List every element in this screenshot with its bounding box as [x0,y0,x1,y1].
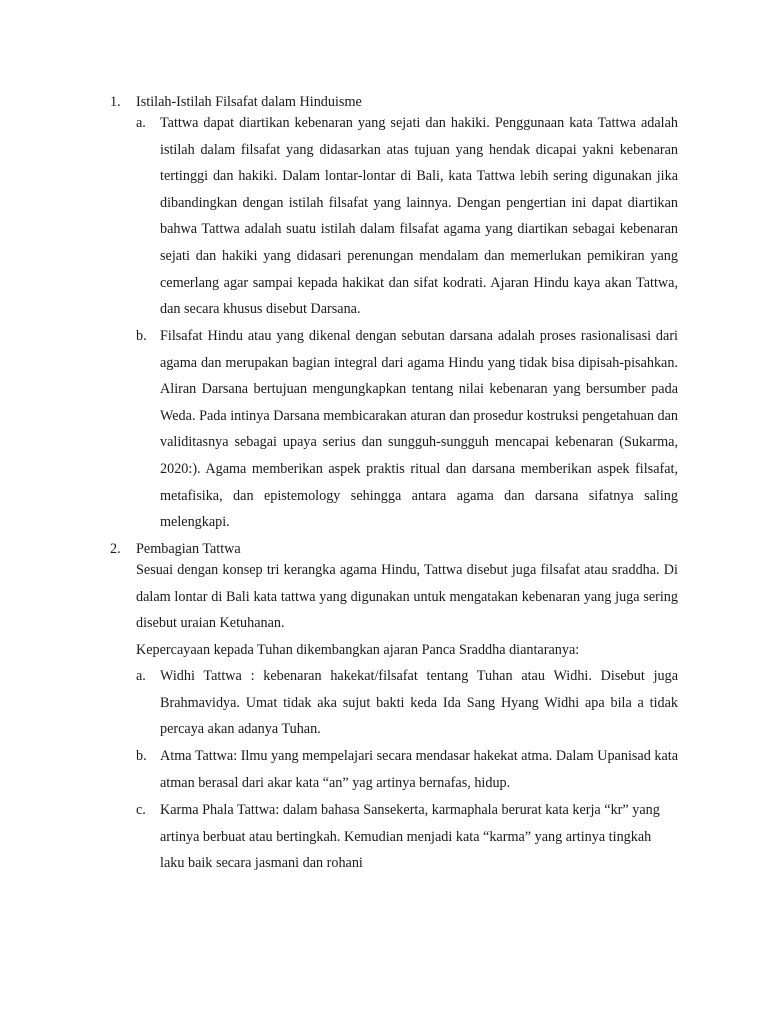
item-text: Filsafat Hindu atau yang dikenal dengan sebutan darsana adalah proses rasionalisasi dari agama dan merupakan bagian integral dari agama Hindu yang tidak bisa dipisah-pisahkan. Aliran Darsana bertujuan mengungkapkan tentang nilai kebenaran yang bersumber pada Weda. Pada intinya Darsana membicarakan aturan dan prosedur kostruksi pengetahuan dan validitasnya sebagai upaya serius dan sungguh-sungguh mencapai kebenaran (Sukarma, 2020:). Agama memberikan aspek praktis ritual dan darsana memberikan aspek filsafat, metafisika, dan epistemology sehingga antara agama dan darsana sifatnya saling melengkapi. [160,328,678,531]
item-letter: c. [136,802,146,818]
item-text: Widhi Tattwa : kebenaran hakekat/filsafat tentang Tuhan atau Widhi. Disebut juga Brahmavidya. Umat tidak aka sujut bakti keda Ida Sang Hyang Widhi apa bila a tidak percaya akan adanya Tuhan. [160,668,678,738]
item-text: Karma Phala Tattwa: dalam bahasa Sansekerta, karmaphala berurat kata kerja “kr” yang artinya berbuat atau bertingkah. Kemudian menjadi kata “karma” yang artinya tingkah laku baik secara jasmani dan rohani [160,802,660,872]
intro-paragraph: Sesuai dengan konsep tri kerangka agama Hindu, Tattwa disebut juga filsafat atau sraddha. Di dalam lontar di Bali kata tattwa yang digunakan untuk mengatakan kebenaran yang juga sering disebut uraian Ketuhanan. [136,562,678,632]
intro-paragraph-2: Kepercayaan kepada Tuhan dikembangkan ajaran Panca Sraddha diantaranya: [136,642,580,658]
item-letter: b. [136,328,147,344]
section-number: 2. [110,541,121,557]
section-title: Pembagian Tattwa [136,541,241,557]
section-number: 1. [110,94,121,110]
item-letter: a. [136,115,146,131]
item-text: Atma Tattwa: Ilmu yang mempelajari secara mendasar hakekat atma. Dalam Upanisad kata atman berasal dari akar kata “an” yag artinya bernafas, hidup. [160,748,678,791]
item-letter: b. [136,748,147,764]
item-letter: a. [136,668,146,684]
section-title: Istilah-Istilah Filsafat dalam Hinduisme [136,94,362,110]
item-text: Tattwa dapat diartikan kebenaran yang sejati dan hakiki. Penggunaan kata Tattwa adalah istilah dalam filsafat yang didasarkan atas tujuan yang hendak dicapai yakni kebenaran tertinggi dan hakiki. Dalam lontar-lontar di Bali, kata Tattwa lebih sering digunakan jika dibandingkan dengan istilah filsafat yang lainnya. Dengan pengertian ini dapat diartikan bahwa Tattwa adalah suatu istilah dalam filsafat agama yang diartikan sebagai kebenaran sejati dan hakiki yang didasari perenungan mendalam dan memerlukan pemikiran yang cemerlang agar sampai kepada hakikat dan sifat kodrati. Ajaran Hindu kaya akan Tattwa, dan secara khusus disebut Darsana. [160,115,678,318]
